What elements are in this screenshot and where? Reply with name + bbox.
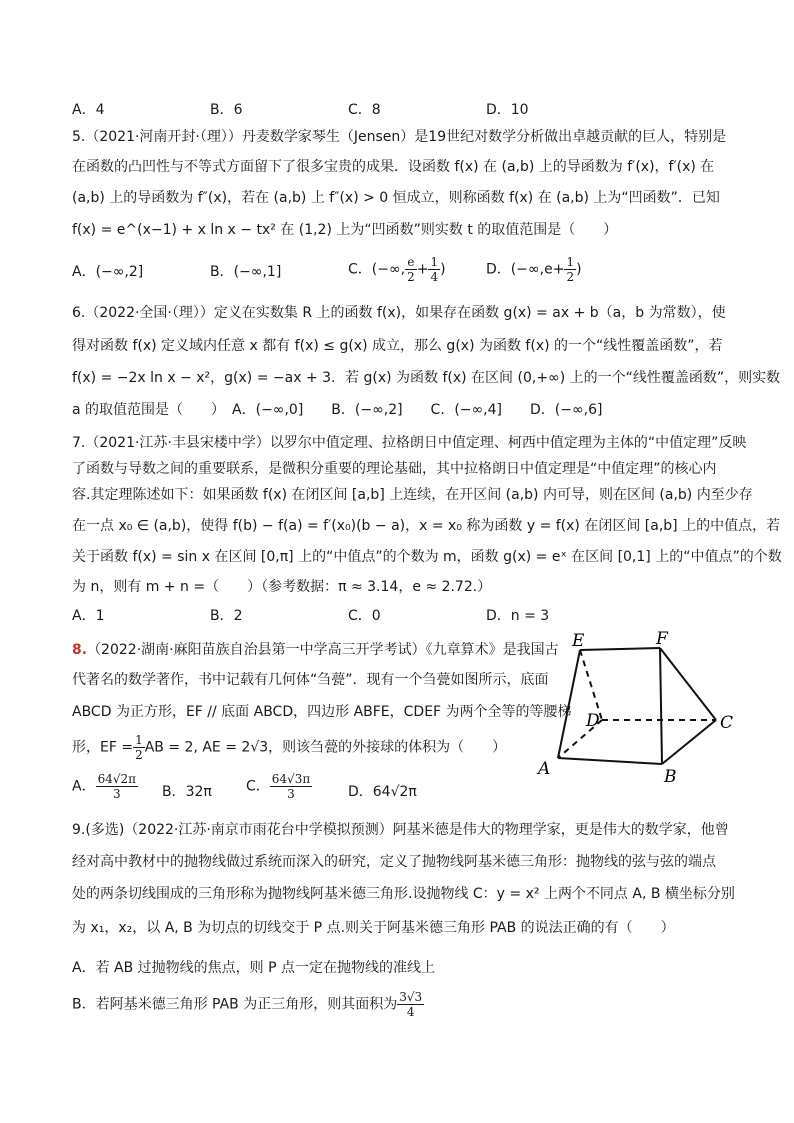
q6-line-2: 得对函数 f(x) 定义域内任意 x 都有 f(x) ≤ g(x) 成立，那么 g(x) 为函数 f(x) 的一个“线性覆盖函数”，若 [72,338,723,354]
q4-option-b: B．6 [210,102,243,118]
q8-line-1: 8.（2022·湖南·麻阳苗族自治县第一中学高三开学考试）《九章算术》是我国古 [72,642,559,658]
edge-fc [660,648,716,720]
edge-bc [662,720,716,764]
q8-line-3: ABCD 为正方形，EF // 底面 ABCD，四边形 ABFE，CDEF 为两个全等的等腰梯 [72,704,572,720]
q8-option-c-frac: $\frac{64√3\pi}{3}$ [271,772,311,801]
q6-line-3: f(x) = −2x ln x − x²，g(x) = −ax + 3．若 g(x) 为函数 f(x) 在区间 (0,+∞) 上的一个“线性覆盖函数”，则实数 [72,370,781,386]
q7-line-3: 容.其定理陈述如下：如果函数 f(x) 在闭区间 [a,b] 上连续，在开区间 (a,b) 内可导，则在区间 (a,b) 内至少存 [72,487,753,503]
q5-option-c: C．(−∞, $\frac{e}{2}$ + $\frac{1}{4}$ ) [348,255,446,284]
q5-option-d-frac: $\frac{1}{2}$ [566,255,575,284]
q8-frac-half: $\frac{1}{2}$ [135,733,143,762]
q8-option-a-frac: $\frac{64√2\pi}{3}$ [97,772,137,801]
q8-option-a: A． $\frac{64√2\pi}{3}$ [72,772,137,801]
q9-line-3: 处的两条切线围成的三角形称为抛物线阿基米德三角形.设抛物线 C：y = x² 上两个不同点 A, B 横坐标分别 [72,886,735,902]
q5-line-3: (a,b) 上的导函数为 f″(x)，若在 (a,b) 上 f″(x) > 0 恒成立，则称函数 f(x) 在 (a,b) 上为“凹函数”．已知 [72,190,720,206]
q8-line-2: 代著名的数学著作，书中记载有几何体“刍甍”．现有一个刍甍如图所示，底面 [72,672,549,688]
q7-line-6: 为 n，则有 m + n =（ ）（参考数据：π ≈ 3.14，e ≈ 2.72.） [72,579,492,595]
q8-option-b: B．32π [162,784,212,800]
q5-line-4: f(x) = e^(x−1) + x ln x − tx² 在 (1,2) 上为“凹函数”则实数 t 的取值范围是（ ） [72,222,618,238]
label-d: D [586,711,600,731]
edge-ab [558,758,662,764]
q4-option-d: D．10 [486,102,529,118]
q9-line-2: 经对高中教材中的抛物线做过系统而深入的研究，定义了抛物线阿基米德三角形：抛物线的弦与弦的端点 [72,854,716,870]
q8-line-4: 形，EF = $\frac{1}{2}$ AB = 2, AE = 2√3，则该刍甍的外接球的体积为（ ） [72,733,507,762]
q5-option-c-frac2: $\frac{1}{4}$ [430,255,439,284]
label-e: E [572,631,585,651]
q7-option-c: C．0 [348,608,381,624]
q7-line-5: 关于函数 f(x) = sin x 在区间 [0,π] 上的“中值点”的个数为 m，函数 g(x) = eˣ 在区间 [0,1] 上的“中值点”的个数 [72,549,782,565]
q7-line-1: 7.（2021·江苏·丰县宋楼中学）以罗尔中值定理、拉格朗日中值定理、柯西中值定理为主体的“中值定理”反映 [72,435,747,451]
q4-option-a: A．4 [72,102,105,118]
q7-option-b: B．2 [210,608,243,624]
chumeng-solid-figure [530,630,750,790]
q9-option-b-frac: $\frac{3√3}{4}$ [399,990,423,1019]
label-c: C [720,713,734,733]
label-f: F [656,630,668,649]
q7-option-d: D．n = 3 [486,608,550,624]
label-b: B [664,767,677,787]
q9-line-4: 为 x₁，x₂，以 A, B 为切点的切线交于 P 点.则关于阿基米德三角形 PAB 的说法正确的有（ ） [72,920,675,936]
edge-fb [660,648,662,764]
q5-option-b: B．(−∞,1] [210,264,282,280]
q9-option-a: A．若 AB 过抛物线的焦点，则 P 点一定在抛物线的准线上 [72,960,436,976]
q8-option-c: C． $\frac{64√3\pi}{3}$ [246,772,311,801]
q6-line-4: a 的取值范围是（ ） A．(−∞,0] B．(−∞,2] C．(−∞,4] D．(−∞,6] [72,402,603,418]
q5-option-d: D．(−∞,e+ $\frac{1}{2}$ ) [486,255,582,284]
q4-option-c: C．8 [348,102,381,118]
label-a: A [538,759,551,779]
q8-option-d: D．64√2π [348,784,417,800]
q9-option-b: B．若阿基米德三角形 PAB 为正三角形，则其面积为 $\frac{3√3}{4}$ [72,990,423,1019]
q5-line-1: 5.（2021·河南开封·（理））丹麦数学家琴生（Jensen）是19世纪对数学分析做出卓越贡献的巨人，特别是 [72,129,727,145]
q5-line-2: 在函数的凸凹性与不等式方面留下了很多宝贵的成果．设函数 f(x) 在 (a,b) 上的导函数为 f′(x)，f′(x) 在 [72,159,715,175]
q5-option-a: A．(−∞,2] [72,264,144,280]
q7-option-a: A．1 [72,608,105,624]
edge-ef [580,648,660,650]
q8-number: 8. [72,642,88,658]
q6-line-1: 6.（2022·全国·（理））定义在实数集 R 上的函数 f(x)，如果存在函数 g(x) = ax + b（a，b 为常数），使 [72,305,726,321]
edge-ed-hidden [580,650,602,720]
q7-line-4: 在一点 x₀ ∈ (a,b)，使得 f(b) − f(a) = f′(x₀)(b − a)，x = x₀ 称为函数 y = f(x) 在闭区间 [a,b] 上的中值点，若 [72,518,781,534]
q7-line-2: 了函数与导数之间的重要联系，是微积分重要的理论基础，其中拉格朗日中值定理是“中值定理”的核心内 [72,461,717,477]
q5-option-c-frac1: $\frac{e}{2}$ [407,255,415,284]
q9-line-1: 9.(多选)（2022·江苏·南京市雨花台中学模拟预测）阿基米德是伟大的物理学家，更是伟大的数学家，他曾 [72,822,729,838]
